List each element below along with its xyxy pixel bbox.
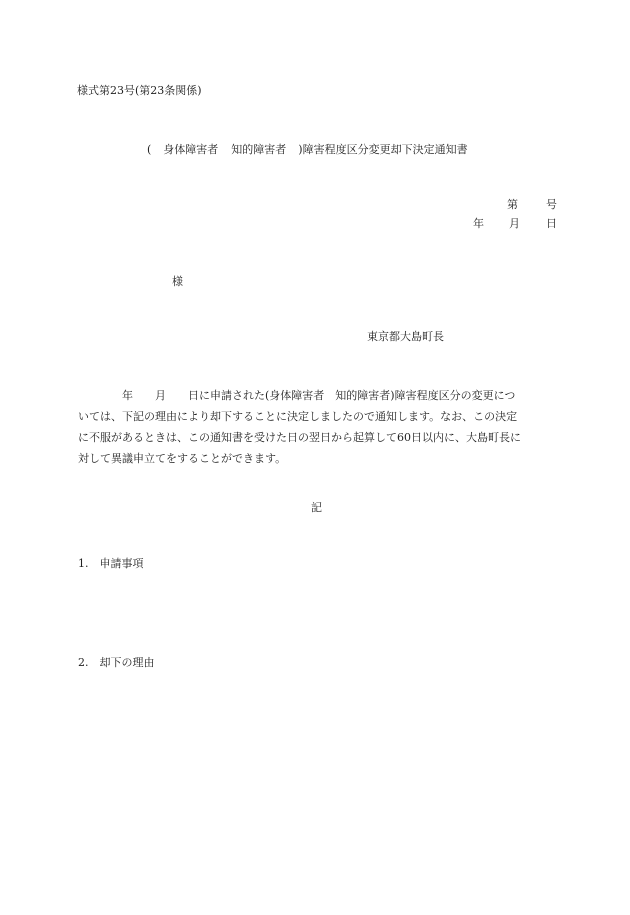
- form-number: 様式第23号(第23条関係): [77, 84, 202, 97]
- document-title: [147, 143, 468, 157]
- date-day: 日: [546, 217, 557, 230]
- section-application-item: 1. 申請事項: [78, 557, 144, 570]
- title-rest: )障害程度区分変更却下決定通知書: [298, 143, 468, 156]
- title-option-physical: 身体障害者: [163, 143, 219, 156]
- date-year: 年: [473, 217, 484, 230]
- ki-heading: 記: [311, 501, 322, 514]
- ref-gou: 号: [546, 198, 557, 211]
- body-text: [78, 385, 558, 469]
- date-month: 月: [509, 217, 520, 230]
- issuer: 東京都大島町長: [367, 330, 444, 343]
- ref-dai: 第: [507, 198, 518, 211]
- body-line: いては、下記の理由により却下することに決定しましたので通知します。なお、この決定: [78, 410, 518, 423]
- body-line: に不服があるときは、この通知書を受けた日の翌日から起算して60日以内に、大島町長に: [78, 431, 521, 444]
- title-option-intellectual: 知的障害者: [231, 143, 287, 156]
- title-open-paren: (: [147, 143, 152, 156]
- body-line: 年 月 日に申請された(身体障害者 知的障害者)障害程度区分の変更につ: [78, 389, 516, 402]
- addressee: 様: [172, 275, 183, 288]
- body-line: 対して異議申立てをすることができます。: [78, 452, 287, 465]
- section-rejection-reason: 2. 却下の理由: [78, 656, 155, 669]
